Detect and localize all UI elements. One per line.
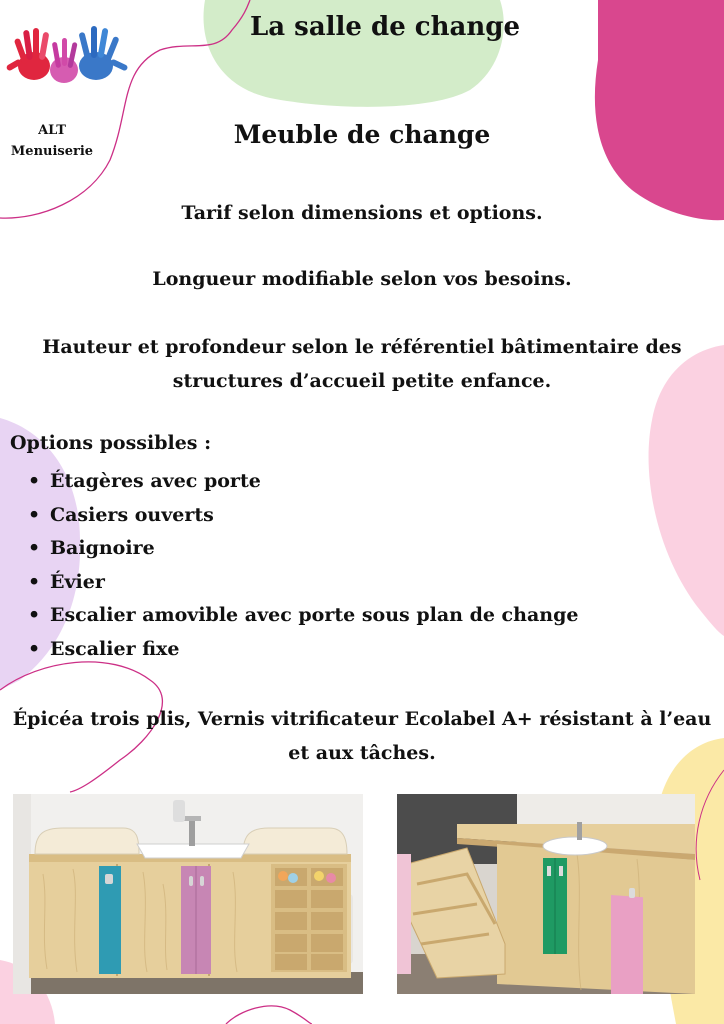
brand-line-1: ALT: [38, 123, 66, 138]
material-text-line-2: et aux tâches.: [288, 742, 436, 764]
pink-hand: [50, 38, 78, 83]
height-text-line-1: Hauteur et profondeur selon le référentiel bâtimentaire des: [42, 336, 682, 358]
option-item: • Escalier fixe: [50, 633, 578, 667]
option-item: • Escalier amovible avec porte sous plan de change: [50, 599, 578, 633]
pricing-text: Tarif selon dimensions et options.: [181, 202, 543, 224]
page-subtitle: Meuble de change: [233, 120, 491, 149]
handprint-logo: [2, 18, 130, 90]
material-text-line-1: Épicéa trois plis, Vernis vitrificateur Ecolabel A+ résistant à l’eau: [12, 708, 712, 730]
height-text-line-2: structures d’accueil petite enfance.: [172, 370, 552, 392]
page-title: La salle de change: [250, 12, 520, 42]
brand-name: [0, 120, 104, 162]
blue-hand: [78, 26, 128, 80]
decorative-line-bottom: [226, 1006, 312, 1024]
red-hand: [6, 28, 50, 80]
options-heading: Options possibles :: [10, 432, 212, 454]
options-list: [50, 465, 578, 667]
option-item: • Évier: [50, 566, 578, 600]
length-text: Longueur modifiable selon vos besoins.: [152, 268, 572, 290]
magenta-blob: [595, 0, 724, 220]
changing-unit-photo-2: [397, 794, 695, 994]
brand-line-2: Menuiserie: [10, 144, 94, 159]
changing-unit-photo-1: [13, 794, 363, 994]
option-item: • Étagères avec porte: [50, 465, 578, 499]
option-item: • Baignoire: [50, 532, 578, 566]
option-item: • Casiers ouverts: [50, 499, 578, 533]
